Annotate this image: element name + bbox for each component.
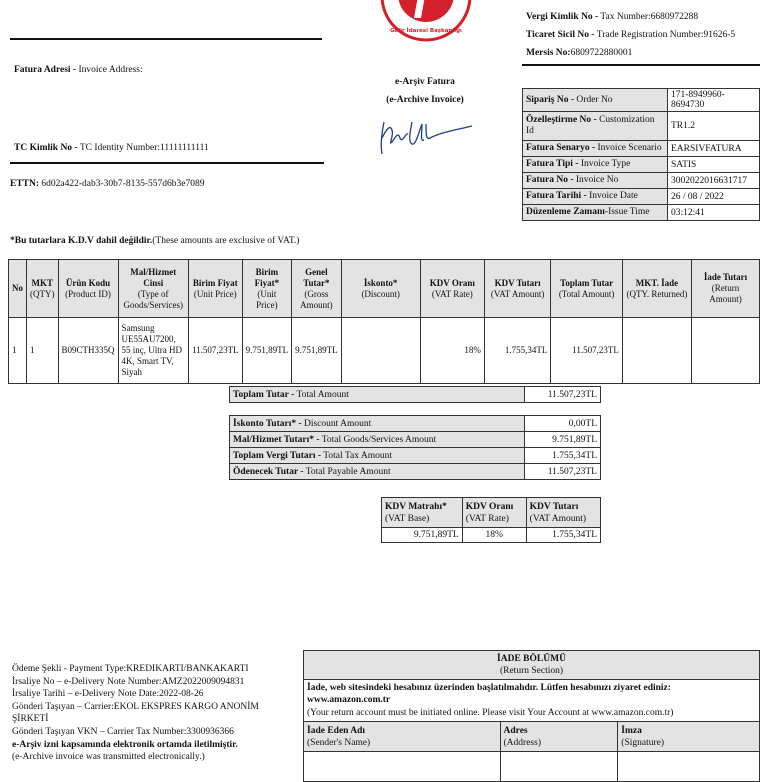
gib-logo	[380, 0, 472, 42]
column-header: Birim Fiyat (Unit Price)	[188, 260, 242, 318]
column-header: Toplam Tutar (Total Amount)	[551, 260, 622, 318]
info-row	[523, 141, 760, 157]
seller-trade-reg: Ticaret Sicil No - Trade Registration Number:91626-5	[526, 30, 736, 40]
seller-mersis: Mersis No:6809722880001	[526, 48, 633, 58]
totals-label: Mal/Hizmet Tutarı* - Total Goods/Services Amount	[230, 432, 525, 448]
seller-tax-id: Vergi Kimlik No - Tax Number:6680972288	[526, 12, 699, 22]
cell-qty-returned	[622, 318, 691, 384]
cell-return-amount	[692, 318, 760, 384]
info-value: 3002022016631717	[668, 173, 760, 189]
cell-gross: 9.751,89TL	[292, 318, 342, 384]
info-value: 03:12:41	[668, 205, 760, 221]
vat-value: 18%	[462, 528, 526, 543]
info-value: 171-8949960-8694730	[668, 89, 760, 112]
info-label: Sipariş No - Order No	[523, 89, 668, 112]
total-amount-label: Toplam Tutar - Total Amount	[230, 387, 525, 403]
info-row	[523, 189, 760, 205]
info-label: Düzenleme Zamanı-Issue Time	[523, 205, 668, 221]
cell-no: 1	[9, 318, 27, 384]
totals-label: Ödenecek Tutar - Total Payable Amount	[230, 464, 525, 480]
buyer-top-divider	[10, 38, 322, 40]
vat-summary-table	[381, 497, 601, 543]
total-amount-table	[229, 386, 601, 403]
doc-title: e-Arşiv Fatura (e-Archive Invoice)	[386, 77, 464, 105]
info-row	[523, 173, 760, 189]
info-label: Fatura No - Invoice No	[523, 173, 668, 189]
return-title: İADE BÖLÜMÜ (Return Section)	[304, 651, 760, 680]
cell-vat-amount: 1.755,34TL	[484, 318, 551, 384]
carrier: Gönderi Taşıyan – Carrier:EKOL EKSPRES KARGO ANONİM ŞİRKETİ	[12, 701, 259, 725]
column-header: KDV Tutarı (VAT Amount)	[484, 260, 551, 318]
column-header: MKT (QTY)	[27, 260, 59, 318]
total-amount-value: 11.507,23TL	[525, 387, 601, 403]
totals-value: 1.755,34TL	[525, 448, 601, 464]
totals-row	[230, 432, 601, 448]
column-header: MKT. İade (QTY. Returned)	[622, 260, 691, 318]
info-label: Özelleştirme No - Customization Id	[523, 112, 668, 141]
sender-name-cell	[304, 752, 501, 782]
delivery-note-number: İrsaliye No – e-Delivery Note Number:AMZ2022009094831	[12, 676, 245, 687]
totals-row	[230, 464, 601, 480]
totals-value: 9.751,89TL	[525, 432, 601, 448]
info-row	[523, 157, 760, 173]
cell-total: 11.507,23TL	[551, 318, 622, 384]
column-header: Mal/Hizmet Cinsi (Type of Goods/Services)	[118, 260, 188, 318]
footer-info	[12, 663, 297, 764]
totals-label: Toplam Vergi Tutarı - Total Tax Amount	[230, 448, 525, 464]
info-row	[523, 112, 760, 141]
totals-row	[230, 416, 601, 432]
column-header: Ürün Kodu (Product ID)	[58, 260, 118, 318]
column-header: Birim Fiyat* (Unit Price)	[242, 260, 292, 318]
vat-header: KDV Matrahı* (VAT Base)	[382, 498, 463, 528]
invoice-info-table	[522, 88, 760, 221]
payment-type: Ödeme Şekli - Payment Type:KREDIKARTI/BANKAKARTI	[12, 664, 249, 674]
info-row	[523, 205, 760, 221]
logo-ring-text: Gelir İdaresi Başkanlığı	[390, 28, 462, 34]
vat-note: *Bu tutarlara K.D.V dahil değildir.(These amounts are exclusive of VAT.)	[10, 236, 300, 246]
items-table	[8, 259, 760, 384]
vat-value: 9.751,89TL	[382, 528, 463, 543]
info-value: EARSIVFATURA	[668, 141, 760, 157]
cell-discount	[341, 318, 420, 384]
delivery-note-date: İrsaliye Tarihi – e-Delivery Note Date:2022-08-26	[12, 689, 204, 700]
column-header: İskonto* (Discount)	[341, 260, 420, 318]
cell-desc: Samsung UE55AU7200, 55 inç, Ultra HD 4K, Smart TV, Siyah	[118, 318, 188, 384]
totals-table	[229, 415, 601, 480]
cell-unit-price-ex: 9.751,89TL	[242, 318, 292, 384]
vat-header: KDV Oranı (VAT Rate)	[462, 498, 526, 528]
tc-identity: TC Kimlik No - TC Identity Number:11111111111	[14, 143, 209, 153]
vat-header: KDV Tutarı (VAT Amount)	[526, 498, 600, 528]
return-col-header: İmza (Signature)	[618, 722, 760, 752]
info-value: SATIS	[668, 157, 760, 173]
column-header: İade Tutarı (Return Amount)	[692, 260, 760, 318]
column-header: Genel Tutar* (Gross Amount)	[292, 260, 342, 318]
return-section	[303, 650, 760, 782]
return-notice: İade, web sitesindeki hesabınız üzerinden başlatılmalıdır. Lütfen hesabınızı ziyaret ediniz: www.amazon.com.tr (Your return account must be initiated online. Please visit Your Account at www.amazon.com.tr)	[304, 680, 760, 722]
buyer-bottom-divider	[10, 162, 324, 164]
return-col-header: Adres (Address)	[500, 722, 618, 752]
signature-cell	[618, 752, 760, 782]
info-label: Fatura Senaryo - Invoice Scenario	[523, 141, 668, 157]
cell-unit-price: 11.507,23TL	[188, 318, 242, 384]
info-value: 26 / 08 / 2022	[668, 189, 760, 205]
cell-vat-rate: 18%	[420, 318, 484, 384]
column-header: KDV Oranı (VAT Rate)	[420, 260, 484, 318]
info-row	[523, 89, 760, 112]
totals-row	[230, 448, 601, 464]
totals-value: 0,00TL	[525, 416, 601, 432]
info-value: TR1.2	[668, 112, 760, 141]
transmit-note-tr: e-Arşiv izni kapsamında elektronik ortamda iletilmiştir.	[12, 739, 238, 750]
address-cell	[500, 752, 618, 782]
vat-value: 1.755,34TL	[526, 528, 600, 543]
return-col-header: İade Eden Adı (Sender's Name)	[304, 722, 501, 752]
seller-info	[526, 8, 735, 62]
seller-divider	[522, 64, 760, 66]
cell-product-id: B09CTH335Q	[58, 318, 118, 384]
info-label: Fatura Tipi - Invoice Type	[523, 157, 668, 173]
signature	[376, 116, 476, 160]
column-header: No	[9, 260, 27, 318]
cell-qty: 1	[27, 318, 59, 384]
totals-value: 11.507,23TL	[525, 464, 601, 480]
info-label: Fatura Tarihi - Invoice Date	[523, 189, 668, 205]
ettn: ETTN: 6d02a422-dab3-30b7-8135-557d6b3e7089	[10, 179, 205, 189]
table-row	[9, 318, 760, 384]
carrier-tax-number: Gönderi Taşıyan VKN – Carrier Tax Number:3300936366	[12, 726, 234, 737]
invoice-address: Fatura Adresi - Invoice Address:	[14, 65, 143, 75]
totals-label: İskonto Tutarı* - Discount Amount	[230, 416, 525, 432]
transmit-note-en: (e-Archive invoice was transmitted electronically.)	[12, 752, 205, 763]
